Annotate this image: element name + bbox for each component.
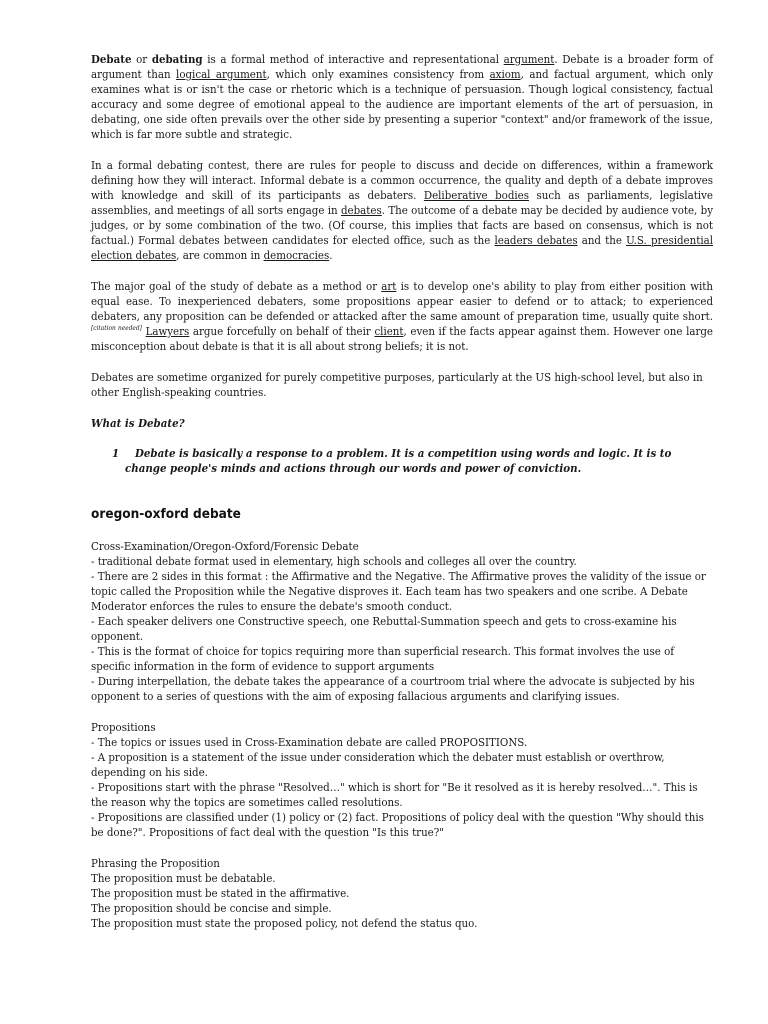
link-deliberative-bodies[interactable]: Deliberative bodies — [423, 188, 529, 202]
term-debate: Debate — [91, 52, 132, 66]
format-line: - Each speaker delivers one Constructive speech, one Rebuttal-Summation speech and gets to cross-examine his opponent. — [91, 614, 677, 643]
propositions-line: - Propositions are classified under (1) policy or (2) fact. Propositions of policy deal with the question "Why should this be done?". Propositions of fact deal with the question "Is this true?" — [91, 810, 704, 839]
question-title: What is Debate? — [91, 416, 185, 430]
link-logical-argument[interactable]: logical argument — [176, 67, 267, 81]
goal-paragraph — [91, 279, 713, 354]
text-run: In a formal debating contest, there are rules for people to discuss and decide on differences, within a framework defining how they will interact. Informal debate is a common occurrence, the quality and depth of a debate improves with knowledge and skill of its participants as debaters. — [91, 158, 713, 202]
propositions-block — [91, 720, 713, 840]
text-run: , are common in — [176, 248, 264, 262]
text-run: . Debate is a broader form of argument than — [91, 52, 713, 81]
link-axiom[interactable]: axiom — [489, 67, 521, 81]
link-debates[interactable]: debates — [341, 203, 382, 217]
text-run: argue forcefully on behalf of their — [189, 324, 375, 338]
document-body — [91, 52, 713, 947]
link-us-presidential-debates[interactable]: U.S. presidential election debates — [91, 233, 713, 262]
link-client[interactable]: client — [374, 324, 404, 338]
format-line: - During interpellation, the debate takes the appearance of a courtroom trial where the advocate is subjected by his opponent to a series of questions with the aim of exposing fallacious arguments and clarifying issues. — [91, 674, 695, 703]
phrasing-line: The proposition must be debatable. — [91, 871, 276, 885]
formal-debate-paragraph — [91, 158, 713, 263]
link-democracies[interactable]: democracies — [263, 248, 330, 262]
text-run: or — [131, 52, 152, 66]
text-run: and the — [577, 233, 627, 247]
text-run: . — [329, 248, 333, 262]
format-line: - This is the format of choice for topics requiring more than superficial research. This format involves the use of specific information in the form of evidence to support arguments — [91, 644, 675, 673]
phrasing-line: The proposition must state the proposed policy, not defend the status quo. — [91, 916, 478, 930]
link-leaders-debates[interactable]: leaders debates — [494, 233, 578, 247]
format-line: - There are 2 sides in this format : the Affirmative and the Negative. The Affirmative proves the validity of the issue or topic called the Proposition while the Negative disproves it. Each team has two speakers and one scribe. A Debate Moderator enforces the rules to ensure the debate's smooth conduct. — [91, 569, 706, 613]
text-run: is a formal method of interactive and representational — [202, 52, 504, 66]
link-argument[interactable]: argument — [503, 52, 555, 66]
link-lawyers[interactable]: Lawyers — [145, 324, 190, 338]
list-number: 1 — [112, 446, 120, 460]
text-run: The major goal of the study of debate as a method or — [91, 279, 382, 293]
phrasing-line: The proposition must be stated in the affirmative. — [91, 886, 350, 900]
text-run: such as parliaments, legislative assemblies, and meetings of all sorts engage in — [91, 188, 713, 217]
propositions-line: - The topics or issues used in Cross-Examination debate are called PROPOSITIONS. — [91, 735, 528, 749]
phrasing-line: The proposition should be concise and simple. — [91, 901, 332, 915]
text-run: , and factual argument, which only examines what is or isn't the case or rhetoric which is a technique of persuasion. Though logical consistency, factual accuracy and some degree of emotional appeal to the audience are important elements of the art of persuasion, in debating, one side often prevails over the other side by presenting a superior "context" and/or framework of the issue, which is far more subtle and strategic. — [91, 67, 713, 141]
competitive-paragraph: Debates are sometime organized for purely competitive purposes, particularly at the US high-school level, but also in other English-speaking countries. — [91, 370, 703, 399]
format-line: Cross-Examination/Oregon-Oxford/Forensic Debate — [91, 539, 359, 553]
intro-paragraph — [91, 52, 713, 142]
format-line: - traditional debate format used in elementary, high schools and colleges all over the country. — [91, 554, 577, 568]
question-answer-text: Debate is basically a response to a problem. It is a competition using words and logic. It is to change people's minds and actions through our words and power of conviction. — [125, 446, 672, 475]
text-run: is to develop one's ability to play from either position with equal ease. To inexperienced debaters, some propositions appear easier to defend or to attack; to experienced debaters, any proposition can be defended or attacked after the same amount of preparation time, usually quite short. — [91, 279, 713, 323]
phrasing-block — [91, 856, 713, 931]
link-art[interactable]: art — [381, 279, 397, 293]
phrasing-line: Phrasing the Proposition — [91, 856, 220, 870]
term-debating: debating — [151, 52, 203, 66]
propositions-line: - A proposition is a statement of the issue under consideration which the debater must establish or overthrow, depending on his side. — [91, 750, 665, 779]
question-list-item — [91, 446, 713, 476]
citation-needed[interactable]: [citation needed] — [91, 324, 142, 333]
propositions-line: Propositions — [91, 720, 156, 734]
text-run: , which only examines consistency from — [266, 67, 490, 81]
format-block — [91, 539, 713, 704]
section-heading: oregon-oxford debate — [91, 506, 241, 522]
text-run: , even if the facts appear against them. However one large misconception about debate is that it is all about strong beliefs; it is not. — [91, 324, 713, 353]
propositions-line: - Propositions start with the phrase "Resolved…" which is short for "Be it resolved as it is hereby resolved…". This is the reason why the topics are sometimes called resolutions. — [91, 780, 698, 809]
text-run: . The outcome of a debate may be decided by audience vote, by judges, or by some combination of the two. (Of course, this implies that facts are based on consensus, which is not factual.) Formal debates between candidates for elected office, such as the — [91, 203, 713, 247]
